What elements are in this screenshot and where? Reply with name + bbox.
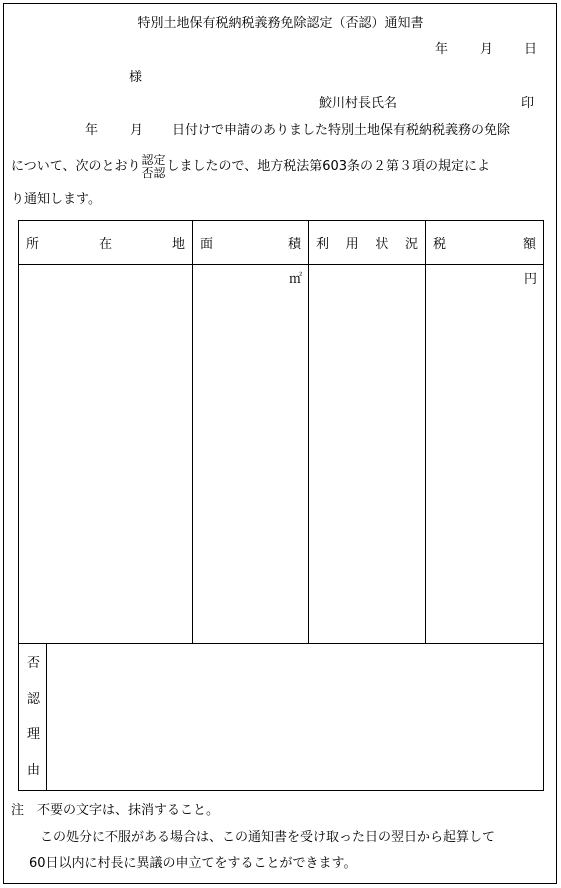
location-cell[interactable] [19, 265, 193, 644]
area-cell[interactable] [193, 265, 309, 644]
body-line3: り通知します。 [11, 192, 101, 207]
note-line1: 注 不要の文字は、抹消すること。 [11, 803, 220, 818]
date-month: 月 [480, 42, 494, 57]
note-line2: この処分に不服がある場合は、この通知書を受け取った日の翌日から起算して [40, 830, 496, 845]
tax-cell[interactable] [426, 265, 544, 644]
issuer-name: 鮫川村長氏名 [319, 96, 398, 111]
addressee-suffix: 様 [129, 70, 143, 85]
option-approve: 認定 [141, 152, 166, 167]
data-row [19, 265, 544, 644]
reason-row [19, 644, 544, 791]
reason-label: 否 認 理 由 [19, 644, 47, 791]
body-line2-after: しましたので、地方税法第603条の２第３項の規定によ [166, 159, 491, 174]
date-year: 年 [435, 42, 449, 57]
seal-mark: 印 [521, 96, 535, 111]
area-unit: ㎡ [289, 272, 303, 287]
option-deny: 否認 [141, 165, 166, 180]
property-table [18, 220, 544, 791]
note-line3: 60日以内に村長に異議の申立てをすることができます。 [29, 856, 357, 871]
header-location: 所 在 地 [19, 221, 193, 265]
usage-cell[interactable] [309, 265, 426, 644]
header-row [19, 221, 544, 265]
reason-cell[interactable] [47, 644, 544, 791]
body-line1: 日付けで申請のありました特別土地保有税納税義務の免除 [172, 123, 511, 138]
body-line2 [11, 151, 490, 183]
approval-option-stack [141, 154, 165, 180]
body-year: 年 [85, 123, 99, 138]
date-day: 日 [524, 42, 538, 57]
document-title: 特別土地保有税納税義務免除認定（否認）通知書 [137, 16, 424, 31]
header-area: 面 積 [193, 221, 309, 265]
body-month: 月 [130, 123, 144, 138]
body-line2-before: について、次のとおり [11, 159, 141, 174]
header-usage: 利 用 状 況 [309, 221, 426, 265]
tax-unit: 円 [524, 272, 538, 287]
header-tax: 税 額 [426, 221, 544, 265]
